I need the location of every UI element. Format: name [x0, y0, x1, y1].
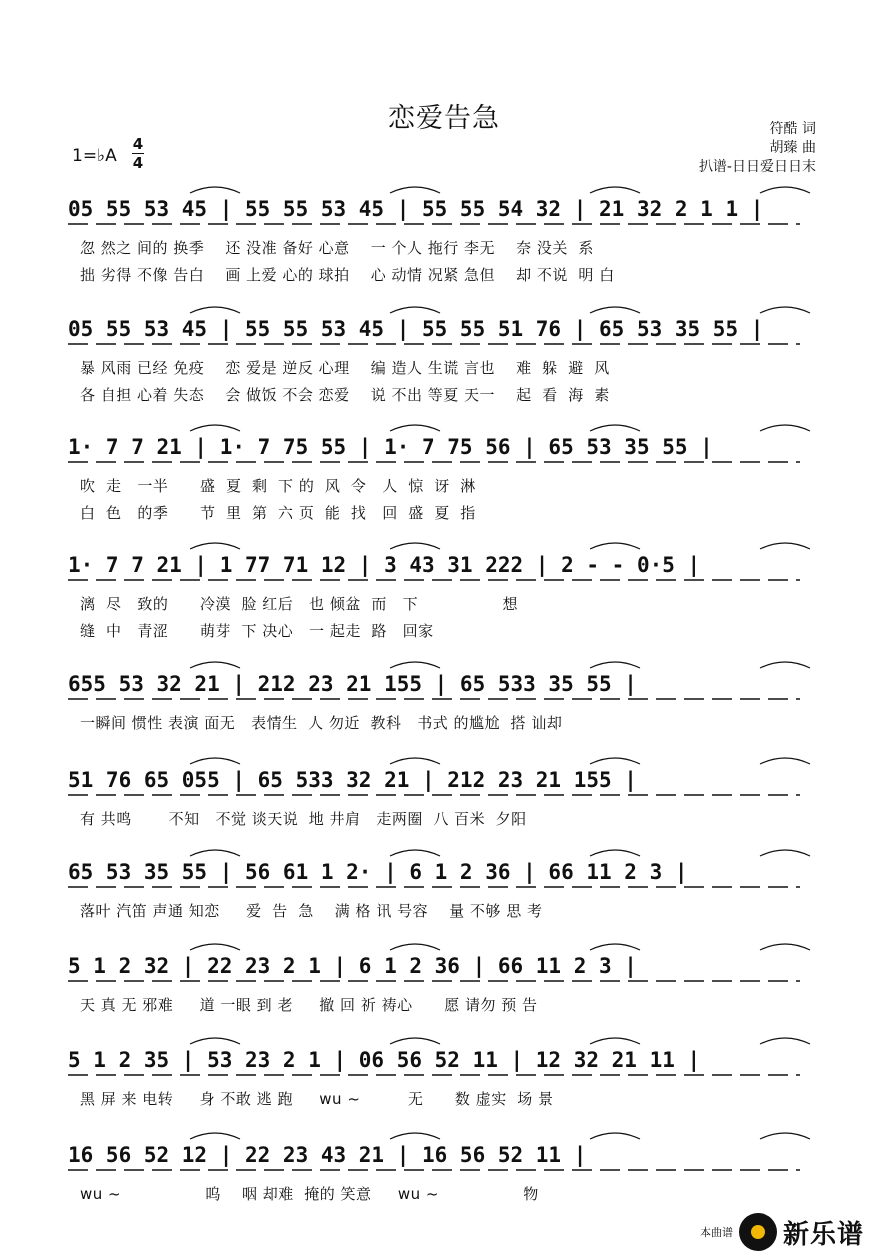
key-signature: 1=♭A	[72, 146, 117, 166]
score-row	[0, 672, 888, 780]
notation-line: 16 56 52 12 | 22 23 43 21 | 16 56 52 11 |	[68, 1143, 587, 1167]
notation-line: 5 1 2 32 | 22 23 2 1 | 6 1 2 36 | 66 11 2 3 |	[68, 954, 637, 978]
score-row	[0, 1048, 888, 1156]
slur-arc	[760, 662, 810, 668]
slur-arc	[590, 543, 640, 549]
lyrics-line-1: 暴 风雨 已经 免疫 恋 爱是 逆反 心理 编 造人 生谎 言也 难 躲 避 风	[80, 359, 610, 377]
notation-line: 5 1 2 35 | 53 23 2 1 | 06 56 52 11 | 12 32 21 11 |	[68, 1048, 701, 1072]
slur-arc	[590, 662, 640, 668]
slur-arc	[190, 307, 240, 313]
lyrics-line-2: 缝 中 青涩 萌芽 下 决心 一 起走 路 回家	[80, 622, 434, 640]
lyrics-line-1: 一瞬间 惯性 表演 面无 表情生 人 勿近 教科 书式 的尴尬 搭 讪却	[80, 714, 563, 732]
slur-arc	[760, 543, 810, 549]
slur-arc	[190, 543, 240, 549]
lyrics-line-1: 漓 尽 致的 冷漠 脸 红后 也 倾盆 而 下 想	[80, 595, 518, 613]
lyrics-line-1: 忽 然之 间的 换季 还 没准 备好 心意 一 个人 拖行 李无 奈 没关 系	[80, 239, 594, 257]
footer-note: 本曲谱	[699, 1226, 733, 1239]
score-row	[0, 553, 888, 661]
slur-arc	[190, 187, 240, 193]
notation-line: 65 53 35 55 | 56 61 1 2· | 6 1 2 36 | 66 11 2 3 |	[68, 860, 688, 884]
slur-arc	[390, 543, 440, 549]
time-signature-top: 4	[132, 135, 144, 153]
lyrics-line-1: 有 共鸣 不知 不觉 谈天说 地 井肩 走两圈 八 百米 夕阳	[80, 810, 527, 828]
slur-arc	[760, 425, 810, 431]
notation-line: 05 55 53 45 | 55 55 53 45 | 55 55 51 76 | 65 53 35 55 |	[68, 317, 764, 341]
composer: 胡臻 曲	[769, 140, 816, 156]
slur-arc	[190, 662, 240, 668]
notation-line: 1· 7 7 21 | 1· 7 75 55 | 1· 7 75 56 | 65 53 35 55 |	[68, 435, 713, 459]
slur-arc	[190, 425, 240, 431]
slur-arc	[390, 425, 440, 431]
slur-arc	[590, 307, 640, 313]
notation-line: 655 53 32 21 | 212 23 21 155 | 65 533 35 55 |	[68, 672, 637, 696]
brand-name: 新乐谱	[782, 1219, 864, 1250]
notation-line: 1· 7 7 21 | 1 77 71 12 | 3 43 31 222 | 2 - - 0·5 |	[68, 553, 701, 577]
lyrics-line-2: 拙 劣得 不像 告白 画 上爱 心的 球拍 心 动情 况紧 急但 却 不说 明 白	[80, 266, 615, 284]
slur-arc	[390, 662, 440, 668]
credits	[699, 120, 816, 177]
lyrics-line-1: wu ~ 呜 咽 却难 掩的 笑意 wu ~ 物	[80, 1185, 539, 1203]
lyrics-line-1: 吹 走 一半 盛 夏 剩 下 的 风 令 人 惊 讶 淋	[80, 477, 476, 495]
time-signature-bottom: 4	[132, 154, 144, 172]
lyrics-line-2: 白 色 的季 节 里 第 六 页 能 找 回 盛 夏 指	[80, 504, 476, 522]
notation-line: 05 55 53 45 | 55 55 53 45 | 55 55 54 32 | 21 32 2 1 1 |	[68, 197, 764, 221]
logo-icon	[739, 1213, 777, 1251]
score-row	[0, 954, 888, 1062]
lyrics-line-1: 黑 屏 来 电转 身 不敢 逃 跑 wu ~ 无 数 虚实 场 景	[80, 1090, 554, 1108]
score-row	[0, 317, 888, 425]
song-title: 恋爱告急	[388, 103, 500, 134]
slur-arc	[390, 187, 440, 193]
lyrics-line-1: 天 真 无 邪难 道 一眼 到 老 撤 回 祈 祷心 愿 请勿 预 告	[80, 996, 538, 1014]
slur-arc	[760, 187, 810, 193]
slur-arc	[760, 307, 810, 313]
score-row	[0, 860, 888, 968]
slur-arc	[590, 425, 640, 431]
slur-arc	[590, 187, 640, 193]
footer	[700, 1213, 864, 1251]
lyrics-line-2: 各 自担 心着 失态 会 做饭 不会 恋爱 说 不出 等夏 天一 起 看 海 素	[80, 386, 610, 404]
time-signature	[132, 136, 144, 171]
lyrics-line-1: 落叶 汽笛 声通 知恋 爱 告 急 满 格 讯 号容 量 不够 思 考	[80, 902, 543, 920]
transcriber: 扒谱-日日爱日日末	[698, 159, 816, 175]
notation-line: 51 76 65 055 | 65 533 32 21 | 212 23 21 155 |	[68, 768, 637, 792]
score-row	[0, 435, 888, 543]
slur-arc	[390, 307, 440, 313]
score-row	[0, 197, 888, 305]
lyricist: 符酷 词	[769, 121, 816, 137]
